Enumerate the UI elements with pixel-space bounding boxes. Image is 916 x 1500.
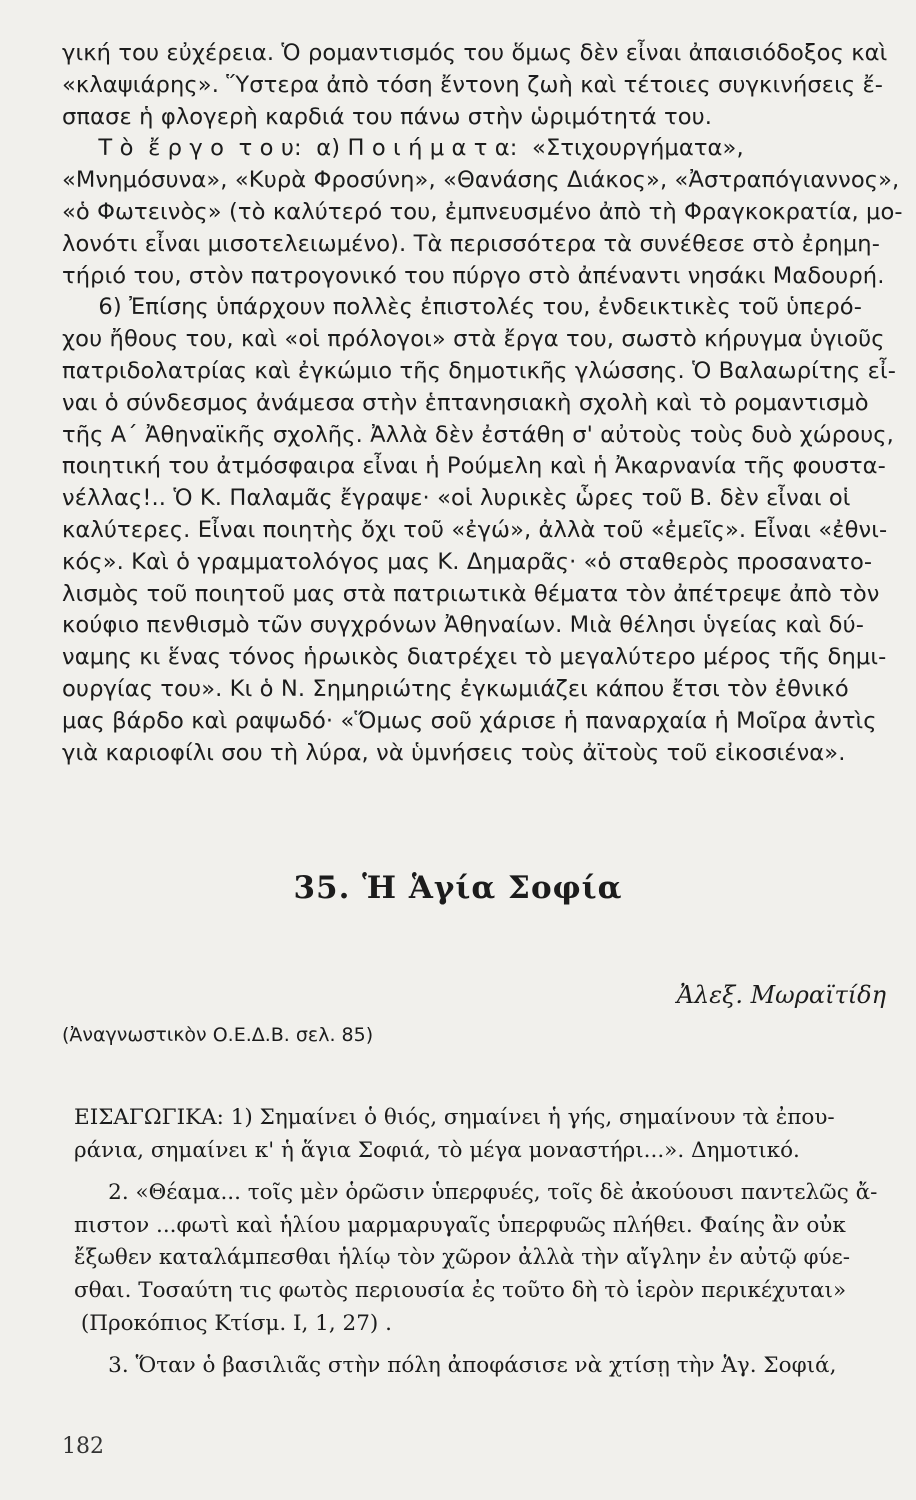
body-line: 6) Ἐπίσης ὑπάρχουν πολλὲς ἐπιστολές του, ἐνδεικτικὲς τοῦ ὑπερό- [62,294,862,321]
body-line: κούφιο πενθισμὸ τῶν συγχρόνων Ἀθηναίων. Μιὰ θέλησι ὑγείας καὶ δύ- [62,612,864,639]
body-line: ναι ὁ σύνδεσμος ἀνάμεσα στὴν ἑπτανησιακὴ σχολὴ καὶ τὸ ρομαντισμὸ [62,389,869,416]
intro-line: 3. Ὅταν ὁ βασιλιᾶς στὴν πόλη ἀποφάσισε νὰ χτίσῃ τὴν Ἁγ. Σοφιά, [74,1353,837,1379]
body-line: ναμης κι ἕνας τόνος ἡρωικὸς διατρέχει τὸ μεγαλύτερο μέρος τῆς δημι- [62,644,887,671]
body-line: ουργίας του». Κι ὁ Ν. Σημηριώτης ἐγκωμιάζει κάπου ἔτσι τὸν ἐθνικό [62,675,849,702]
section-source: (Ἀναγνωστικὸν Ο.Ε.Δ.Β. σελ. 85) [62,1024,374,1046]
body-line: τῆς Α΄ Ἀθηναϊκῆς σχολῆς. Ἀλλὰ δὲν ἐστάθη σ' αὐτοὺς τοὺς δυὸ χώρους, [62,421,894,448]
intro-line: πιστον ...φωτὶ καὶ ἡλίου μαρμαρυγαῖς ὑπερφυῶς πλήθει. Φαίης ἂν οὐκ [74,1212,846,1238]
body-line: λισμὸς τοῦ ποιητοῦ μας στὰ πατριωτικὰ θέματα τὸν ἀπέτρεψε ἀπὸ τὸν [62,580,880,607]
body-line: Τ ὸ ἔ ρ γ ο τ ο υ: α) Π ο ι ή μ α τ α: «Στιχουργήματα», [62,135,744,162]
body-line: «ὁ Φωτεινὸς» (τὸ καλύτερό του, ἐμπνευσμένο ἀπὸ τὴ Φραγκοκρατία, μο- [62,198,903,225]
body-line: καλύτερες. Εἶναι ποιητὴς ὄχι τοῦ «ἐγώ», ἀλλὰ τοῦ «ἐμεῖς». Εἶναι «ἐθνι- [62,516,888,543]
section-heading: 35. Ἡ Ἁγία Σοφία [293,870,623,906]
body-line: «Μνημόσυνα», «Κυρὰ Φροσύνη», «Θανάσης Διάκος», «Ἀστραπόγιαννος», [62,167,900,194]
body-line: «κλαψιάρης». Ὕστερα ἀπὸ τόση ἔντονη ζωὴ καὶ τέτοιες συγκινήσεις ἔ- [62,71,884,98]
body-line: μας βάρδο καὶ ραψωδό· «Ὅμως σοῦ χάρισε ἡ παναρχαία ἡ Μοῖρα ἀντὶς [62,707,877,734]
body-line: τήριό του, στὸν πατρογονικό του πύργο στὸ ἀπέναντι νησάκι Μαδουρή. [62,262,885,289]
body-line: σπασε ἡ φλογερὴ καρδιά του πάνω στὴν ὡριμότητά του. [62,103,713,130]
section-author: Ἀλεξ. Μωραϊτίδη [676,981,886,1009]
body-line: πατριδολατρίας καὶ ἐγκώμιο τῆς δημοτικῆς γλώσσης. Ὁ Βαλαωρίτης εἶ- [62,357,896,384]
body-line: λονότι εἶναι μισοτελειωμένο). Τὰ περισσότερα τὰ συνέθεσε στὸ ἐρημη- [62,230,880,257]
body-line: νέλλας!.. Ὁ Κ. Παλαμᾶς ἔγραψε· «οἱ λυρικὲς ὧρες τοῦ Β. δὲν εἶναι οἱ [62,485,851,512]
intro-line: ἔξωθεν καταλάμπεσθαι ἡλίῳ τὸν χῶρον ἀλλὰ τὴν αἴγλην ἐν αὐτῷ φύε- [74,1245,850,1271]
intro-line: σθαι. Τοσαύτη τις φωτὸς περιουσία ἐς τοῦτο δὴ τὸ ἱερὸν περικέχυται» [74,1277,847,1303]
body-line: κός». Καὶ ὁ γραμματολόγος μας Κ. Δημαρᾶς· «ὁ σταθερὸς προσανατο- [62,548,873,575]
body-line: ποιητική του ἀτμόσφαιρα εἶναι ἡ Ρούμελη καὶ ἡ Ἀκαρνανία τῆς φουστα- [62,453,886,480]
intro-line: ράνια, σημαίνει κ' ἡ ἅγια Σοφιά, τὸ μέγα μοναστήρι...». Δημοτικό. [74,1137,800,1163]
intro-line: 2. «Θέαμα... τοῖς μὲν ὁρῶσιν ὑπερφυές, τοῖς δὲ ἀκούουσι παντελῶς ἄ- [74,1180,878,1206]
body-text [62,38,910,769]
intro-text [74,1102,910,1383]
intro-line: (Προκόπιος Κτίσμ. Ι, 1, 27) . [74,1310,392,1336]
body-line: χου ἤθους του, καὶ «οἱ πρόλογοι» στὰ ἔργα του, σωστὸ κήρυγμα ὑγιοῦς [62,326,885,353]
body-line: γιὰ καριοφίλι σου τὴ λύρα, νὰ ὑμνήσεις τοὺς ἀϊτοὺς τοῦ εἰκοσιένα». [62,739,846,766]
intro-line: ΕΙΣΑΓΩΓΙΚΑ: 1) Σημαίνει ὁ θιός, σημαίνει ἡ γής, σημαίνουν τὰ ἐπου- [74,1105,835,1130]
body-line: γική του εὐχέρεια. Ὁ ρομαντισμός του ὅμως δὲν εἶναι ἀπαισιόδοξος καὶ [62,40,888,66]
page-number: 182 [62,1434,104,1459]
